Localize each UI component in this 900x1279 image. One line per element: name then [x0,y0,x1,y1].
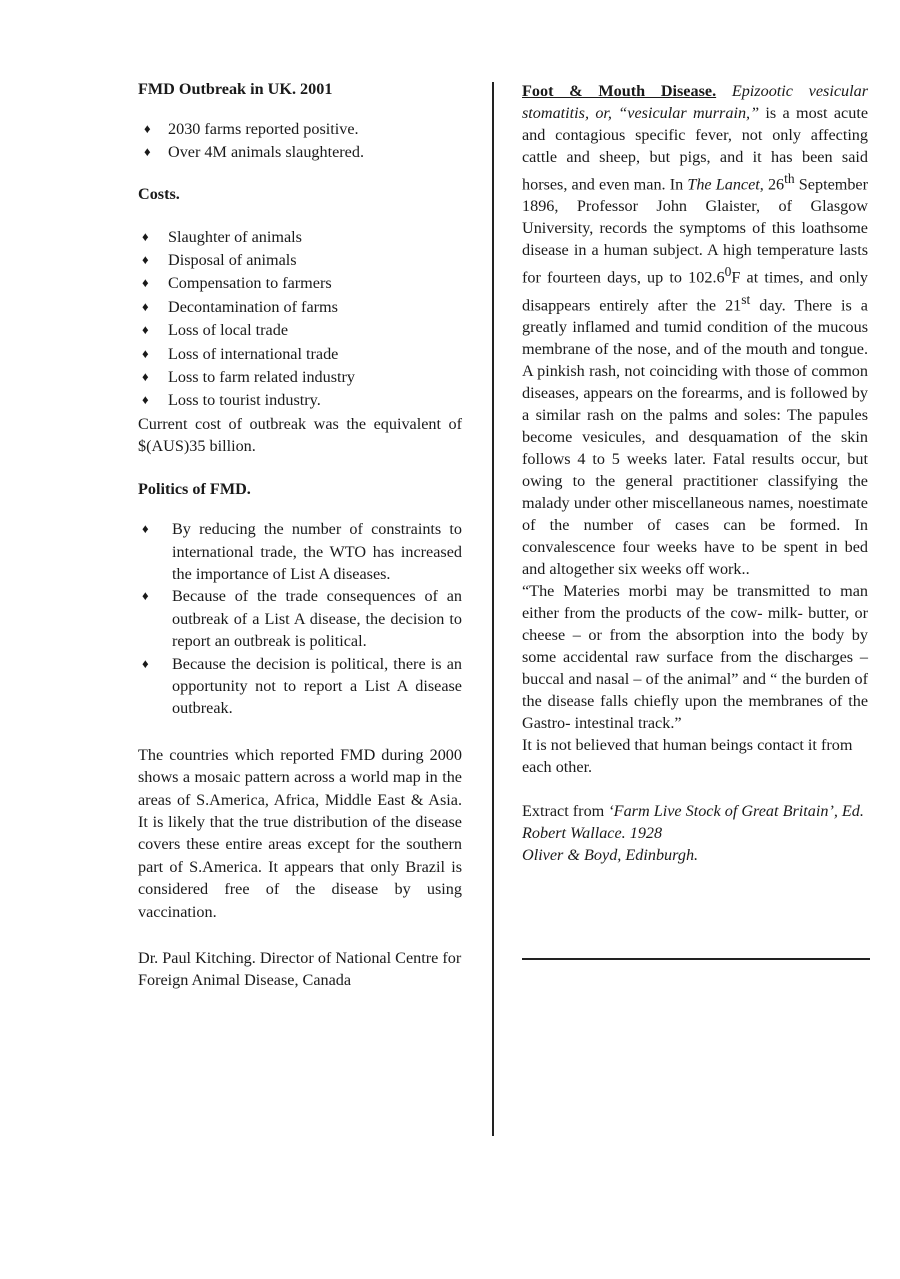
politics-heading: Politics of FMD. [138,479,251,498]
superscript: st [741,291,751,307]
list-item: ♦ Loss to tourist industry. [138,389,462,411]
extract-citation [522,800,868,866]
text-run: September 1896, Professor John Glaister, of Glasgow University, records the symptoms of this loathsome disease in a human subject. A high temperature lasts for fourteen days, up to 102.6 [522,175,869,287]
extract-prefix: Extract from [522,802,609,821]
outbreak-list [138,118,462,163]
belief-paragraph: It is not believed that human beings contact it from each other. [522,736,853,777]
disease-title: Foot & Mouth Disease. [522,82,717,100]
list-item: ♦ By reducing the number of constraints to international trade, the WTO has increased the importance of List A diseases. [138,518,462,585]
list-item: ♦ Because the decision is political, there is an opportunity not to report a List A disease outbreak. [138,653,462,720]
cost-paragraph: Current cost of outbreak was the equivalent of $(AUS)35 billion. [138,414,462,456]
list-item: ♦ Slaughter of animals [138,226,462,248]
costs-heading: Costs. [138,185,180,204]
costs-list [138,226,462,412]
bottom-rule [522,958,870,960]
disease-alt-names: Epizootic vesicular stomatitis, or, “vesicular murrain,” [522,82,869,122]
text-run: day. There is a greatly inflamed and tumid condition of the mucous membrane of the nose, and of the mouth and tongue. A pinkish rash, not coinciding with those of common diseases, appears on the forearms, and is followed by a similar rash on the palms and soles: The papules become vesicules, and desquamation of the skin follows 4 to 5 weeks later. Fatal results occur, but owing to the general practitioner classifying the malady under other miscellaneous names, noestimate of the number of cases can be formed. In convalescence four weeks have to be spent in bed and altogether six weeks off work.. [522,296,868,579]
list-item: ♦ Over 4M animals slaughtered. [140,141,462,163]
quote-paragraph: “The Materies morbi may be transmitted to man either from the products of the cow- milk- butter, or cheese – or from the absorption into the body by some accidental raw surface from the discharges – buccal and nasal – of the animal” and “ the burden of the disease falls chiefly upon the membranes of the Gastro- intestinal track.” [522,582,868,733]
list-item: ♦ Because of the trade consequences of an outbreak of a List A disease, the decision to report an outbreak is political. [138,585,462,652]
left-column [138,78,462,992]
list-item: ♦ Loss of international trade [138,343,462,365]
politics-list [138,518,462,720]
list-item: ♦ Loss of local trade [138,319,462,341]
disease-description [522,80,868,580]
list-item: ♦ Compensation to farmers [138,272,462,294]
extract-publisher: Oliver & Boyd, Edinburgh. [522,846,699,865]
text-run: , 26 [759,175,785,194]
list-item: ♦ Decontamination of farms [138,296,462,318]
column-divider [492,82,494,1136]
superscript: 0 [724,264,732,280]
countries-paragraph: The countries which reported FMD during 2000 shows a mosaic pattern across a world map in the areas of S.America, Africa, Middle East & Asia. It is likely that the true distribution of the disease covers these entire areas except for the southern part of S.America. It appears that only Brazil is considered free of the disease by using vaccination. [138,745,462,921]
list-item: ♦ Loss to farm related industry [138,366,462,388]
journal-name: The Lancet [687,175,760,194]
author-paragraph: Dr. Paul Kitching. Director of National Centre for Foreign Animal Disease, Canada [138,949,462,990]
list-item: ♦ Disposal of animals [138,249,462,271]
right-column [522,80,868,866]
outbreak-heading: FMD Outbreak in UK. 2001 [138,80,333,98]
list-item: ♦ 2030 farms reported positive. [140,118,462,140]
superscript: th [784,171,795,186]
extract-source: ‘Farm Live Stock of Great Britain’, Ed. Robert Wallace. 1928 [522,802,864,843]
text-run: is a most acute and contagious specific fever, not only affecting cattle and sheep, but pigs, and it has been said horses, and even man. In [522,104,868,194]
text-run: F at times, and only disappears entirely after the 21 [522,268,868,315]
